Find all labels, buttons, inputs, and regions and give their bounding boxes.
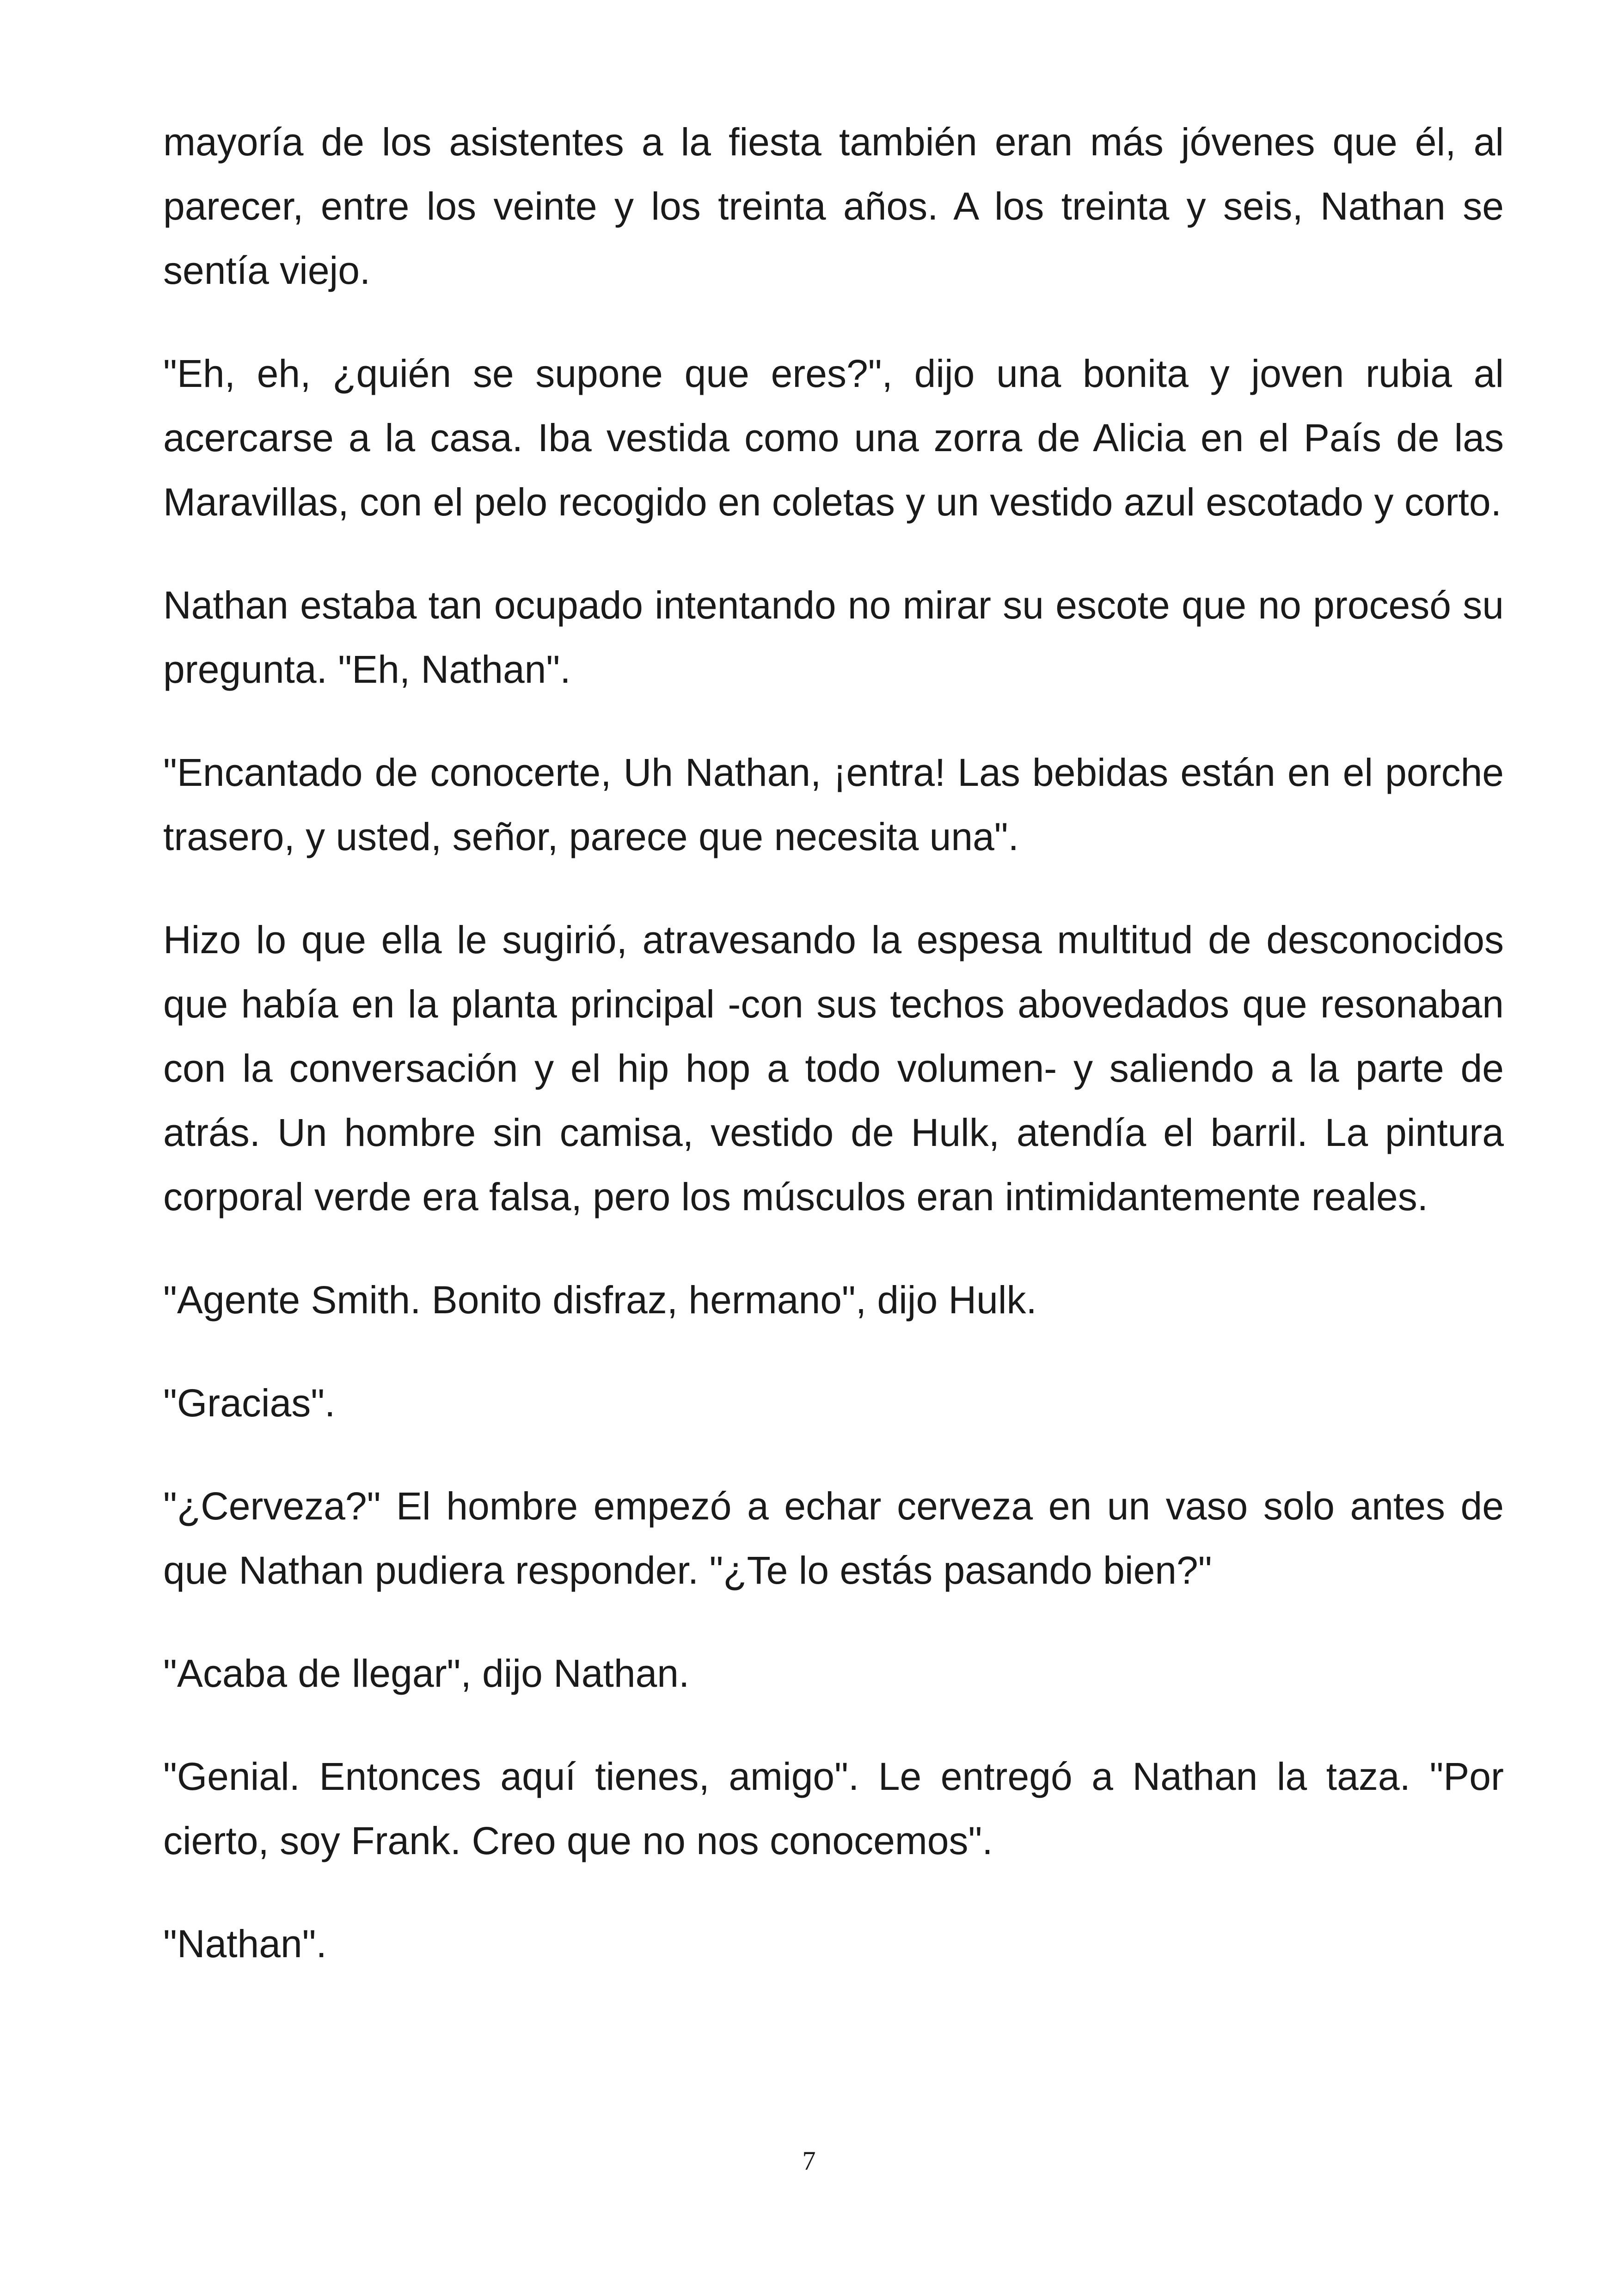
paragraph-11: "Nathan". — [163, 1922, 327, 1965]
paragraph-1: mayoría de los asistentes a la fiesta también eran más jóvenes que él, al parecer, entre los veinte y los treinta años. A los treinta y seis, Nathan se sentía viejo. — [163, 120, 1504, 292]
page-body — [163, 110, 1504, 2015]
paragraph-7: "Gracias". — [163, 1381, 336, 1425]
page-number: 7 — [802, 2146, 816, 2176]
paragraph-4: "Encantado de conocerte, Uh Nathan, ¡entra! Las bebidas están en el porche trasero, y usted, señor, parece que necesita una". — [163, 751, 1504, 858]
paragraph-2: "Eh, eh, ¿quién se supone que eres?", dijo una bonita y joven rubia al acercarse a la casa. Iba vestida como una zorra de Alicia en el País de las Maravillas, con el pelo recogido en coletas y un vestido azul escotado y corto. — [163, 352, 1504, 524]
paragraph-10: "Genial. Entonces aquí tienes, amigo". Le entregó a Nathan la taza. "Por cierto, soy Frank. Creo que no nos conocemos". — [163, 1755, 1504, 1862]
paragraph-6: "Agente Smith. Bonito disfraz, hermano", dijo Hulk. — [163, 1278, 1037, 1322]
paragraph-3: Nathan estaba tan ocupado intentando no mirar su escote que no procesó su pregunta. "Eh, Nathan". — [163, 583, 1504, 691]
paragraph-5: Hizo lo que ella le sugirió, atravesando la espesa multitud de desconocidos que había en la planta principal -con sus techos abovedados que resonaban con la conversación y el hip hop a todo volumen- y saliendo a la parte de atrás. Un hombre sin camisa, vestido de Hulk, atendía el barril. La pintura corporal verde era falsa, pero los músculos eran intimidantemente reales. — [163, 918, 1504, 1218]
paragraph-8: "¿Cerveza?" El hombre empezó a echar cerveza en un vaso solo antes de que Nathan pudiera responder. "¿Te lo estás pasando bien?" — [163, 1484, 1504, 1592]
paragraph-9: "Acaba de llegar", dijo Nathan. — [163, 1652, 690, 1695]
